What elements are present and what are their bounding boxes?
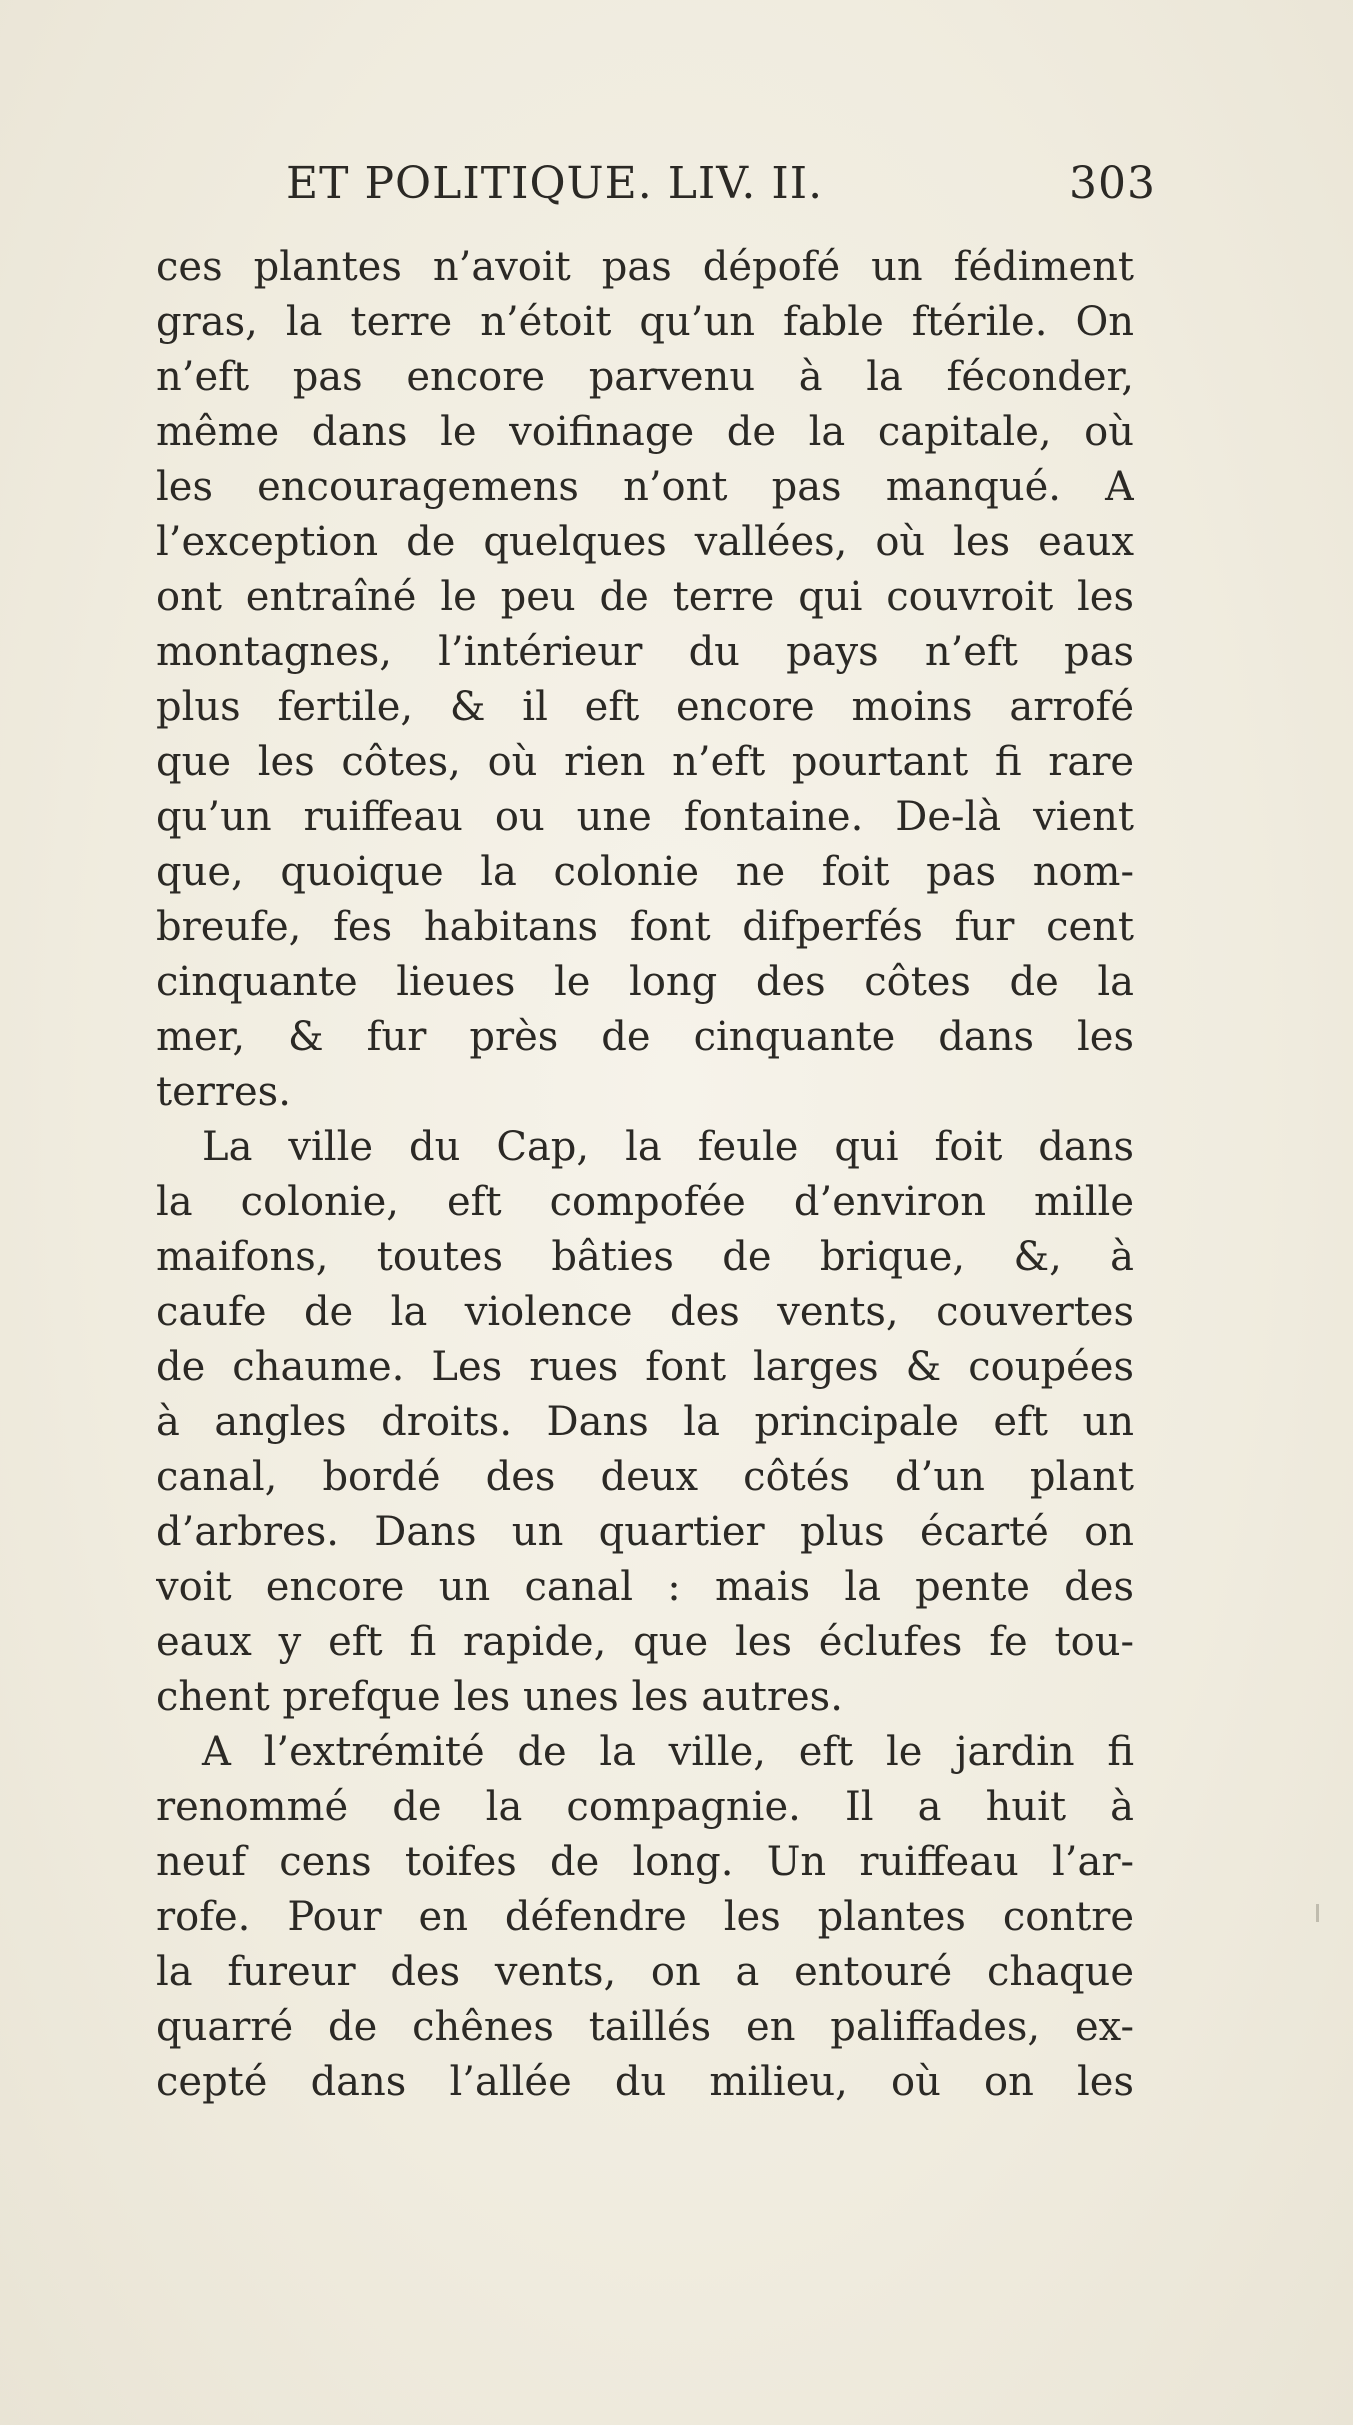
text-line: neuf cens toifes de long. Un ruiffeau l’ar- <box>156 1839 1134 1885</box>
running-title: ET POLITIQUE. LIV. II. <box>286 158 824 209</box>
text-line: ont entraîné le peu de terre qui couvroit les <box>156 574 1134 620</box>
text-line: rofe. Pour en défendre les plantes contre <box>156 1894 1134 1940</box>
text-line: ces plantes n’avoit pas dépofé un fédiment <box>156 244 1134 290</box>
text-line: quarré de chênes taillés en paliffades, ex- <box>156 2004 1134 2050</box>
paragraph-end-line: terres. <box>156 1069 291 1115</box>
text-line: la fureur des vents, on a entouré chaque <box>156 1949 1134 1995</box>
text-line: plus fertile, & il eft encore moins arrofé <box>156 684 1134 730</box>
text-line: voit encore un canal : mais la pente des <box>156 1564 1134 1610</box>
text-line: mer, & fur près de cinquante dans les <box>156 1014 1134 1060</box>
text-line: que les côtes, où rien n’eft pourtant fi rare <box>156 739 1134 785</box>
page-header <box>286 158 1156 228</box>
text-line: même dans le voifinage de la capitale, où <box>156 409 1134 455</box>
text-line: n’eft pas encore parvenu à la féconder, <box>156 354 1134 400</box>
text-line: cepté dans l’allée du milieu, où on les <box>156 2059 1134 2105</box>
text-line: montagnes, l’intérieur du pays n’eft pas <box>156 629 1134 675</box>
paragraph-start-line: La ville du Cap, la feule qui foit dans <box>202 1124 1134 1170</box>
text-line: breufe, fes habitans font difperfés fur cent <box>156 904 1134 950</box>
text-line: les encouragemens n’ont pas manqué. A <box>156 464 1134 510</box>
paragraph-end-line: chent prefque les unes les autres. <box>156 1674 843 1720</box>
page-number: 303 <box>1069 158 1156 209</box>
paper-speck <box>1316 1904 1319 1922</box>
text-line: la colonie, eft compofée d’environ mille <box>156 1179 1134 1225</box>
paragraph-start-line: A l’extrémité de la ville, eft le jardin fi <box>202 1729 1134 1775</box>
text-line: eaux y eft fi rapide, que les éclufes fe tou- <box>156 1619 1134 1665</box>
text-line: à angles droits. Dans la principale eft un <box>156 1399 1134 1445</box>
text-line: cinquante lieues le long des côtes de la <box>156 959 1134 1005</box>
body-text <box>156 240 1134 2110</box>
text-line: l’exception de quelques vallées, où les eaux <box>156 519 1134 565</box>
text-line: renommé de la compagnie. Il a huit à <box>156 1784 1134 1830</box>
text-line: d’arbres. Dans un quartier plus écarté on <box>156 1509 1134 1555</box>
text-line: maifons, toutes bâties de brique, &, à <box>156 1234 1134 1280</box>
text-line: que, quoique la colonie ne foit pas nom- <box>156 849 1134 895</box>
text-line: qu’un ruiffeau ou une fontaine. De-là vient <box>156 794 1134 840</box>
text-line: caufe de la violence des vents, couvertes <box>156 1289 1134 1335</box>
text-line: canal, bordé des deux côtés d’un plant <box>156 1454 1134 1500</box>
text-line: de chaume. Les rues font larges & coupées <box>156 1344 1134 1390</box>
text-line: gras, la terre n’étoit qu’un fable ftérile. On <box>156 299 1134 345</box>
